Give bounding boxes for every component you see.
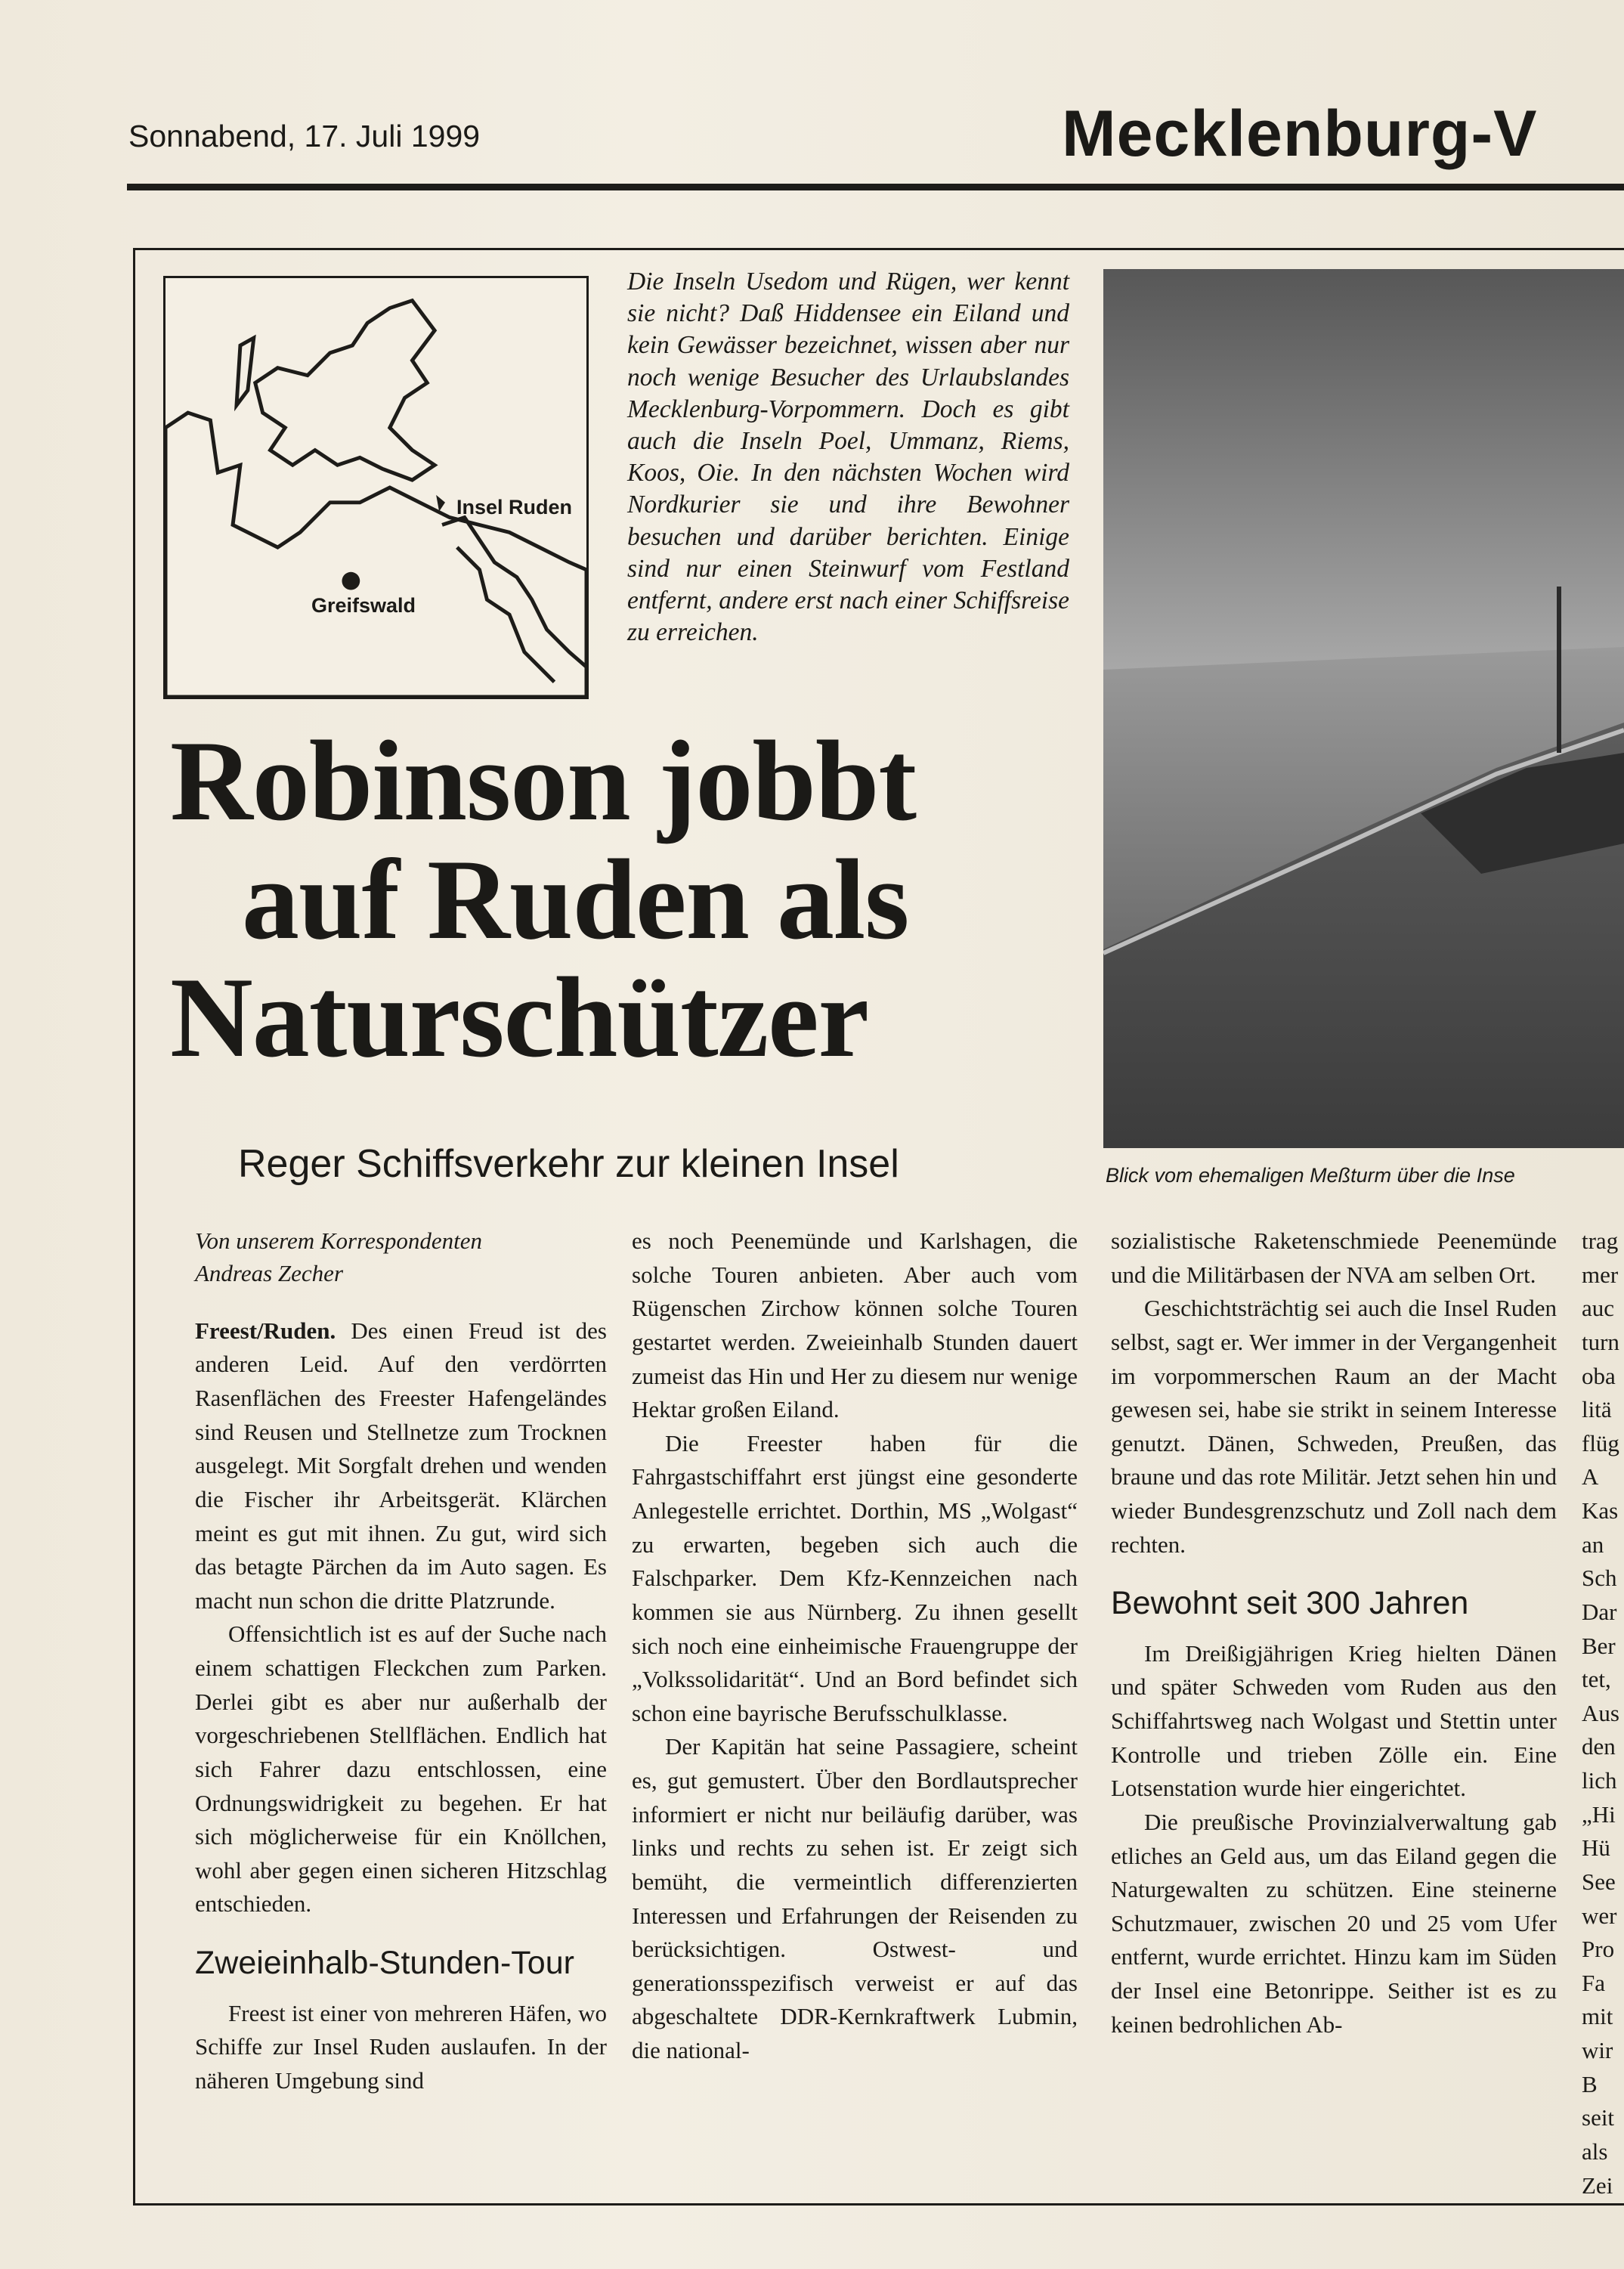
column-4-fragment: Ber xyxy=(1582,1632,1616,1659)
byline-line-1: Von unserem Korrespondenten xyxy=(195,1227,482,1254)
island-photo-graphic xyxy=(1103,269,1624,1148)
paragraph: Die Freester haben für die Fahrgastschiffahrt erst jüngst eine gesonderte Anlegestelle errichtet. Dorthin, MS „Wolgast“ zu erwarten, begeben sich auch die Falschparker. Dem Kfz-Kennzeichen nach kommen sie aus Nürnberg. Zu ihnen gesellt sich noch eine einheimische Frauengruppe der „Volkssolidarität“. Und an Bord befindet sich schon eine bayrische Berufsschulklasse. xyxy=(632,1429,1078,1726)
paragraph xyxy=(195,1314,607,1618)
column-4-fragment: See xyxy=(1582,1868,1616,1895)
column-4-fragment: Aus xyxy=(1582,1699,1619,1726)
byline-author: Andreas Zecher xyxy=(195,1260,344,1287)
column-4-fragment: Fa xyxy=(1582,1969,1605,1996)
column-4-fragment: litä xyxy=(1582,1396,1612,1423)
paragraph: Die preußische Provinzialverwaltung gab etliches an Geld aus, um das Eiland gegen die Naturgewalten zu schützen. Eine steinerne Schutzmauer, zwischen 20 und 25 vom Ufer entfernt, wurde errichtet. Hinzu kam im Süden der Insel eine Betonrippe. Seither ist es zu keinen bedrohlichen Ab- xyxy=(1111,1808,1557,2038)
column-4-fragment: Kas xyxy=(1582,1497,1619,1524)
section-heading: Zweieinhalb-Stunden-Tour xyxy=(195,1945,574,1982)
island-photo xyxy=(1103,269,1624,1148)
headline xyxy=(170,717,1122,1082)
column-4-fragment: Dar xyxy=(1582,1598,1617,1625)
map-label-city: Greifswald xyxy=(311,594,416,617)
issue-date: Sonnabend, 17. Juli 1999 xyxy=(128,119,481,153)
column-4-fragment: seit xyxy=(1582,2104,1615,2131)
headline-line-2: auf Ruden als xyxy=(242,835,909,963)
column-4-fragment: den xyxy=(1582,1733,1616,1760)
column-4-fragment: oba xyxy=(1582,1362,1616,1389)
coastline-map-graphic xyxy=(165,278,586,697)
section-heading: Bewohnt seit 300 Jahren xyxy=(1111,1585,1469,1622)
column-4-fragment: auc xyxy=(1582,1295,1615,1322)
dateline: Freest/Ruden. xyxy=(195,1317,336,1344)
headline-line-1: Robinson jobbt xyxy=(170,717,917,844)
section-title: Mecklenburg-V xyxy=(1062,98,1538,170)
column-4-fragment: Hü xyxy=(1582,1834,1610,1862)
article-column-2 xyxy=(632,1224,1078,2068)
column-4-fragment: A xyxy=(1582,1463,1599,1490)
column-4-fragment: flüg xyxy=(1582,1429,1619,1456)
paragraph: Geschichtsträchtig sei auch die Insel Ruden selbst, sagt er. Wer immer in der Vergangenheit im vorpommerschen Raum an der Macht gewesen sei, habe sie strikt in seinem Interesse genutzt. Dänen, Schweden, Preußen, das braune und das rote Militär. Jetzt sehen hin und wieder Bundesgrenzschutz und Zoll nach dem rechten. xyxy=(1111,1295,1557,1558)
paragraph: Der Kapitän hat seine Passagiere, scheint es, gut gemustert. Über den Bordlautsprecher informiert er nicht nur beiläufig darüber, was links und rechts zu sehen ist. Er zeigt sich bemüht, die vermeintlich differenzierten Interessen und Erfahrungen der Reisenden zu berücksichtigen. Ostwest- und generationsspezifisch verweist er auf das abgeschaltete DDR-Kernkraftwerk Lubmin, die national- xyxy=(632,1733,1078,2063)
column-4-fragment: „Hi xyxy=(1582,1800,1616,1828)
header-rule xyxy=(127,184,1624,190)
column-4-fragment: mit xyxy=(1582,2003,1613,2030)
map-label-island: Insel Ruden xyxy=(456,496,573,518)
column-4-fragment: mer xyxy=(1582,1261,1619,1288)
article-column-3 xyxy=(1111,1224,1557,2041)
paragraph: Freest ist einer von mehreren Häfen, wo Schiffe zur Insel Ruden auslaufen. In der näheren Umgebung sind xyxy=(195,1999,607,2094)
paragraph: Im Dreißigjährigen Krieg hielten Dänen und später Schweden vom Ruden aus den Schiffahrtsweg nach Wolgast und Stettin unter Kontrolle und trieben Zölle ein. Eine Lotsenstation wurde hier eingerichtet. xyxy=(1111,1639,1557,1802)
paragraph: Offensichtlich ist es auf der Suche nach einem schattigen Fleckchen zum Parken. Derlei gibt es aber nur außerhalb der vorgeschriebenen Stellflächen. Endlich hat sich Fahrer dazu entschlossen, eine Ordnungswidrigkeit zu begehen. Er hat sich möglicherweise für ein Knöllchen, wohl aber gegen einen sicheren Hitzschlag entschieden. xyxy=(195,1620,607,1918)
series-intro: Die Inseln Usedom und Rügen, wer kennt sie nicht? Daß Hiddensee ein Eiland und kein Gewässer bezeichnet, wissen aber nur noch wenige Besucher des Urlaubslandes Mecklenburg-Vorpommern. Doch es gibt auch die Inseln Poel, Ummanz, Riems, Koos, Oie. In den nächsten Wochen wird Nordkurier sie und ihre Bewohner besuchen und darüber berichten. Einige sind nur einen Steinwurf vom Festland entfernt, andere erst nach einer Schiffsreise zu erreichen. xyxy=(627,268,1069,647)
paragraph: es noch Peenemünde und Karlshagen, die solche Touren anbieten. Aber auch vom Rügenschen Zirchow können solche Touren gestartet werden. Zweieinhalb Stunden dauert zumeist das Hin und Her zu diesem nur wenige Hektar großen Eiland. xyxy=(632,1227,1078,1423)
subheadline: Reger Schiffsverkehr zur kleinen Insel xyxy=(238,1142,899,1186)
column-4-fragment: Sch xyxy=(1582,1565,1617,1592)
column-4-fragment: wer xyxy=(1582,1902,1617,1929)
column-4-fragment: lich xyxy=(1582,1767,1617,1794)
greifswald-marker-icon xyxy=(342,572,360,590)
column-4-fragment: an xyxy=(1582,1531,1604,1558)
headline-line-3: Naturschützer xyxy=(170,954,869,1082)
locator-map xyxy=(163,276,589,699)
paragraph: sozialistische Raketenschmiede Peenemünde und die Militärbasen der NVA am selben Ort. xyxy=(1111,1227,1557,1288)
byline xyxy=(195,1224,607,1290)
column-4-fragment: trag xyxy=(1582,1227,1619,1254)
photo-caption: Blick vom ehemaligen Meßturm über die Inse xyxy=(1106,1164,1515,1187)
column-4-fragment: Pro xyxy=(1582,1936,1615,1963)
column-4-fragment: als xyxy=(1582,2137,1608,2165)
article-column-4-cropped xyxy=(1582,1224,1624,2202)
column-4-fragment: tet, xyxy=(1582,1666,1611,1693)
column-4-fragment: B xyxy=(1582,2070,1598,2097)
paragraph-text: Des einen Freud ist des anderen Leid. Auf den verdörrten Rasenflächen des Freester Hafengeländes sind Reusen und Stellnetze zum Trocknen ausgelegt. Mit Sorgfalt drehen und wenden die Fischer ihr Arbeitsgerät. Klärchen meint es gut mit ihnen. Zu gut, wird sich das betagte Pärchen da im Auto sagen. Es macht nun schon die dritte Platzrunde. xyxy=(195,1317,607,1614)
column-4-fragment: wir xyxy=(1582,2037,1613,2063)
column-4-fragment: Zei xyxy=(1582,2171,1613,2199)
article-column-1 xyxy=(195,1224,607,2098)
column-4-fragment: turn xyxy=(1582,1328,1619,1355)
